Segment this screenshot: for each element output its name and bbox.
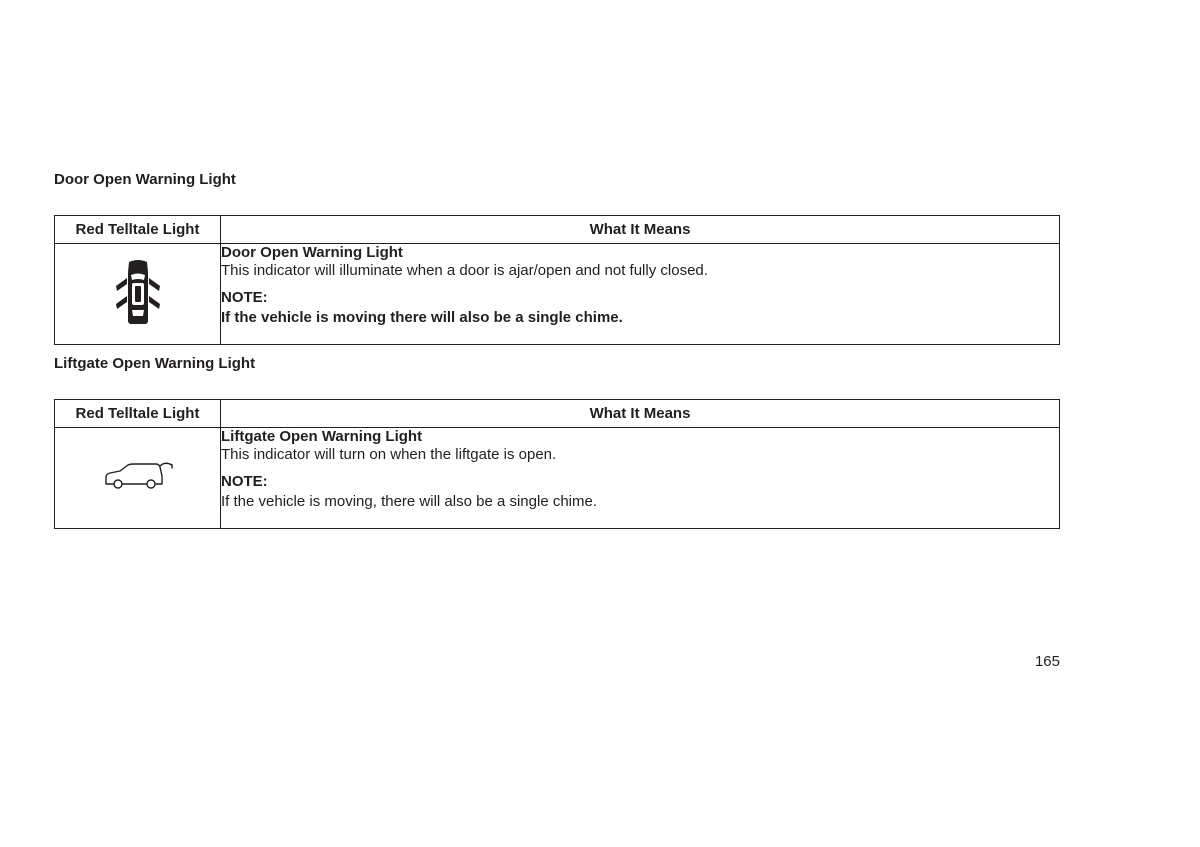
meaning-cell — [221, 244, 1060, 345]
meaning-cell — [221, 428, 1060, 529]
section-heading-liftgate-open: Liftgate Open Warning Light — [54, 355, 256, 372]
door-open-table — [54, 215, 1060, 345]
note-label: NOTE: — [221, 289, 268, 306]
table-header-row — [55, 216, 1060, 244]
entry-description: This indicator will turn on when the liftgate is open. — [221, 446, 557, 463]
section-heading-door-open: Door Open Warning Light — [54, 171, 236, 188]
liftgate-open-car-icon — [102, 462, 174, 495]
door-open-car-icon — [113, 258, 163, 331]
table-row — [55, 428, 1060, 529]
liftgate-open-table — [54, 399, 1060, 529]
column-header-meaning: What It Means — [221, 216, 1060, 244]
entry-description: This indicator will illuminate when a door is ajar/open and not fully closed. — [221, 262, 708, 279]
note-label: NOTE: — [221, 473, 268, 490]
telltale-icon-cell — [55, 428, 221, 529]
table-header-row — [55, 400, 1060, 428]
column-header-telltale: Red Telltale Light — [55, 400, 221, 428]
entry-title: Liftgate Open Warning Light — [221, 428, 423, 445]
note-text: If the vehicle is moving there will also be a single chime. — [221, 309, 623, 326]
column-header-meaning: What It Means — [221, 400, 1060, 428]
column-header-telltale: Red Telltale Light — [55, 216, 221, 244]
entry-title: Door Open Warning Light — [221, 244, 403, 261]
table-row — [55, 244, 1060, 345]
page-number: 165 — [1034, 653, 1060, 670]
note-text: If the vehicle is moving, there will also be a single chime. — [221, 493, 598, 510]
telltale-icon-cell — [55, 244, 221, 345]
